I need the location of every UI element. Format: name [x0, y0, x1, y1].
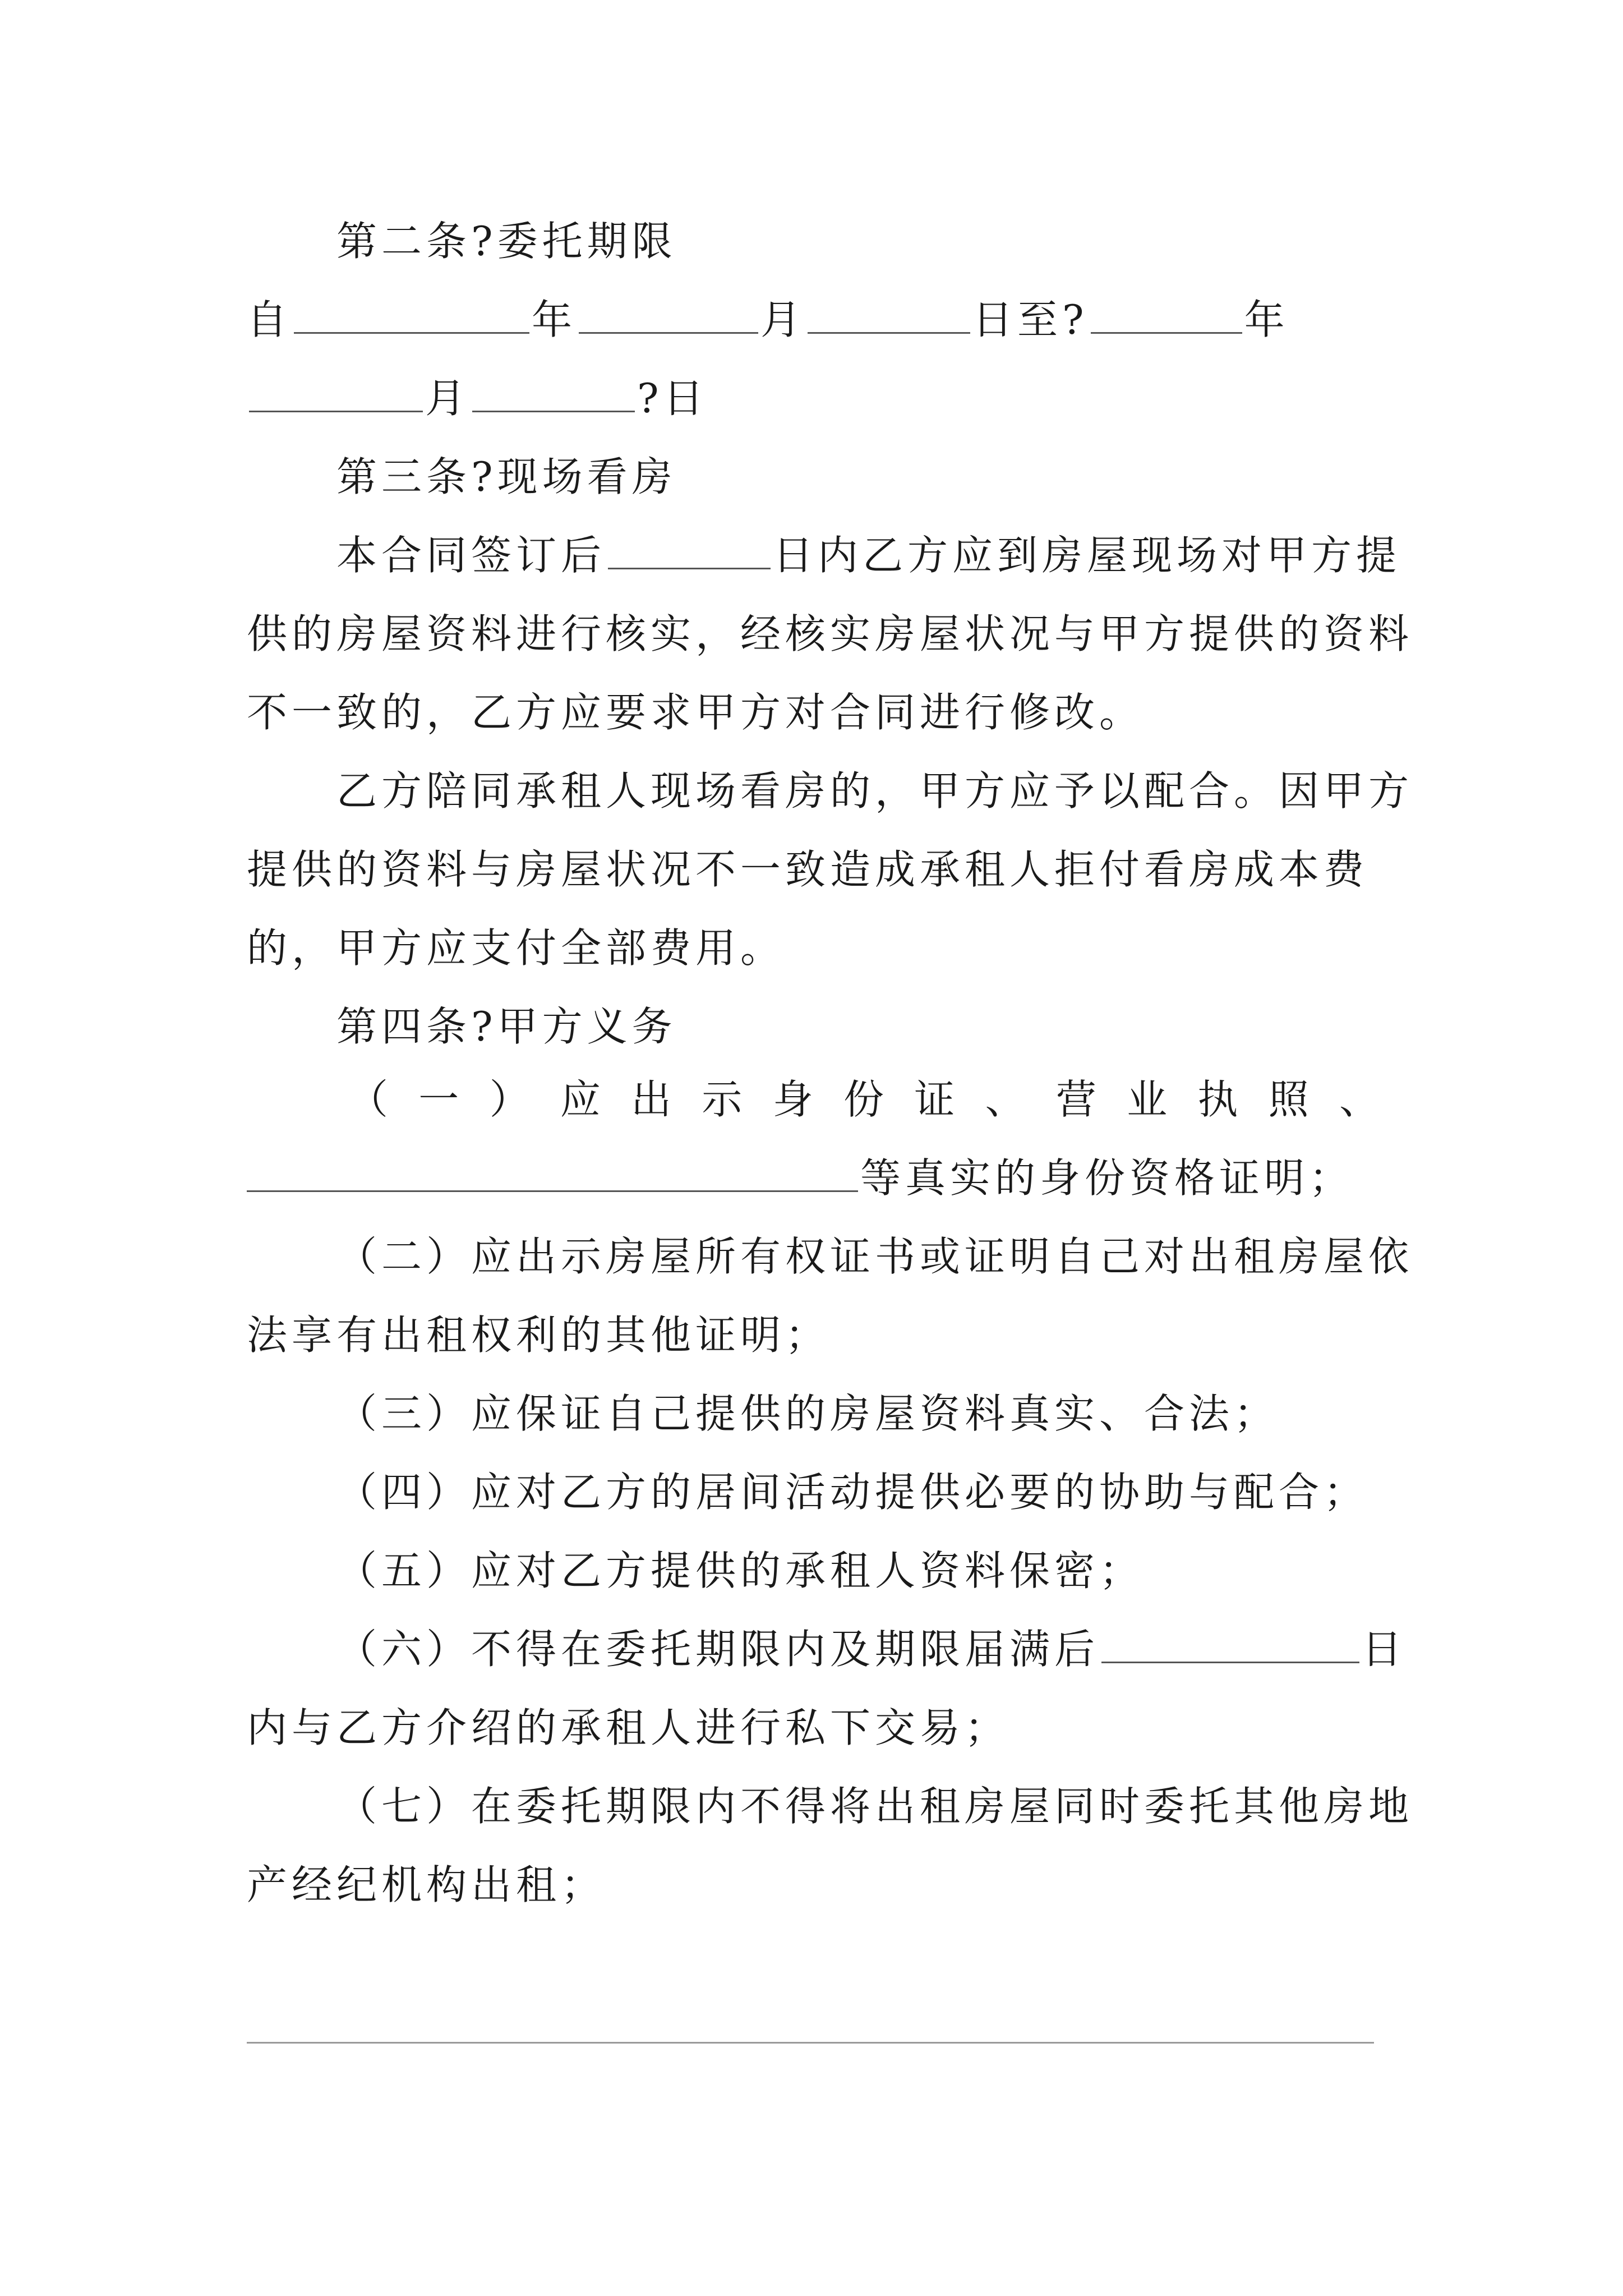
article-3-para-1-line-3: 不一致的，乙方应要求甲方对合同进行修改。: [247, 689, 1145, 736]
text-day-to: 日至?: [972, 296, 1089, 343]
blank-days-after: [1101, 1622, 1359, 1663]
blank-start-month: [579, 293, 758, 334]
blank-end-day: [472, 371, 635, 412]
article-3-para-1-line-1: [336, 522, 1401, 589]
blank-id-documents: [247, 1151, 858, 1192]
item-1-char: 执: [1197, 1076, 1238, 1123]
text-month: 月: [760, 296, 806, 343]
article-3-para-2-line-2: 提供的资料与房屋状况不一致造成承租人拒付看房成本费: [247, 846, 1369, 893]
article-2-heading: 第二条?委托期限: [336, 218, 677, 265]
article-4-item-3: （三）应保证自己提供的房屋资料真实、合法；: [336, 1390, 1279, 1437]
item-1-char: 证: [914, 1076, 955, 1123]
article-4-item-6-line-1: [336, 1616, 1407, 1683]
article-3-para-2-line-3: 的，甲方应支付全部费用。: [247, 924, 786, 972]
article-4-item-2-line-2: 法享有出租权利的其他证明；: [247, 1312, 831, 1359]
article-4-item-7-line-2: 产经纪机构出租；: [247, 1861, 606, 1908]
article-4-item-2-line-1: （二）应出示房屋所有权证书或证明自己对出租房屋依: [336, 1233, 1414, 1280]
blank-end-year: [1091, 293, 1242, 334]
text-day-end: ?日: [637, 375, 708, 422]
item-1-char: 营: [1055, 1076, 1096, 1123]
item-1-char: 、: [985, 1076, 1026, 1123]
article-4-item-1-line-2: [247, 1144, 1391, 1212]
blank-start-day: [808, 293, 970, 334]
article-4-item-5: （五）应对乙方提供的承租人资料保密；: [336, 1547, 1145, 1594]
blank-days: [608, 528, 771, 569]
text-segment: 日: [1362, 1626, 1407, 1673]
item-1-char: 、: [1339, 1076, 1380, 1123]
item-1-char: ）: [489, 1076, 530, 1123]
footer-divider: [247, 2042, 1374, 2044]
article-4-item-7-line-1: （七）在委托期限内不得将出租房屋同时委托其他房地: [336, 1783, 1414, 1830]
item-1-char: 示: [702, 1076, 743, 1123]
blank-end-month: [249, 371, 423, 412]
blank-start-year: [294, 293, 529, 334]
text-month-end: 月: [425, 375, 471, 422]
article-2-period-line-1: [247, 286, 1391, 353]
item-1-char: 身: [772, 1076, 813, 1123]
article-4-item-4: （四）应对乙方的居间活动提供必要的协助与配合；: [336, 1469, 1369, 1516]
text-year-end: 年: [1244, 296, 1289, 343]
item-1-char: （: [348, 1076, 389, 1123]
item-1-char: 出: [631, 1076, 672, 1123]
text-year: 年: [532, 296, 577, 343]
item-1-char: 业: [1127, 1076, 1168, 1123]
item-1-char: 一: [418, 1076, 459, 1123]
article-2-period-line-2: [247, 365, 1391, 432]
article-3-heading: 第三条?现场看房: [336, 453, 677, 500]
text-segment: 等真实的身份资格证明；: [860, 1154, 1354, 1202]
article-4-item-6-line-2: 内与乙方介绍的承租人进行私下交易；: [247, 1704, 1010, 1751]
item-1-char: 照: [1268, 1076, 1309, 1123]
text-segment: （六）不得在委托期限内及期限届满后: [336, 1626, 1100, 1673]
article-4-item-1-line-1: [348, 1066, 1380, 1133]
article-3-para-2-line-1: 乙方陪同承租人现场看房的，甲方应予以配合。因甲方: [336, 767, 1414, 815]
item-1-char: 应: [560, 1076, 601, 1123]
article-4-heading: 第四条?甲方义务: [336, 1003, 677, 1050]
item-1-char: 份: [843, 1076, 884, 1123]
article-3-para-1-line-2: 供的房屋资料进行核实，经核实房屋状况与甲方提供的资料: [247, 610, 1414, 657]
text-segment: 本合同签订后: [336, 532, 606, 579]
text-from: 自: [247, 296, 292, 343]
text-segment: 日内乙方应到房屋现场对甲方提: [773, 532, 1401, 579]
